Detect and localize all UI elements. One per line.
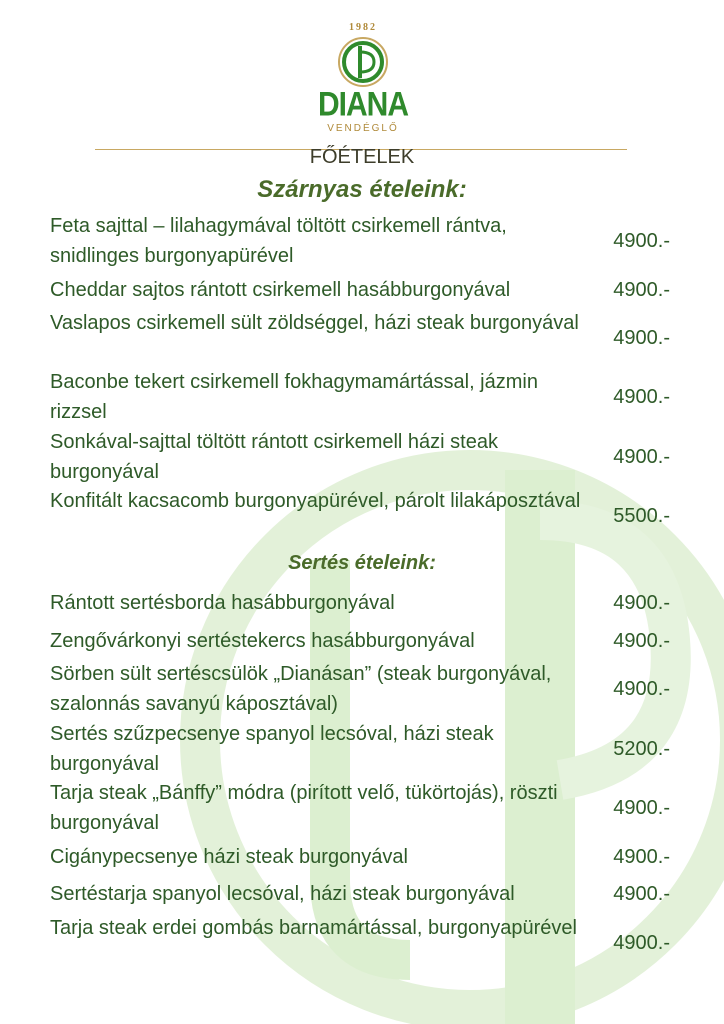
menu-item (50, 588, 670, 618)
menu-item-name: Cigánypecsenye házi steak burgonyával (50, 846, 408, 868)
menu-item-name: Feta sajttal – lilahagymával töltött csirkemell rántva, snidlinges burgonyapürével (50, 215, 507, 267)
section-title: FŐÉTELEK (309, 146, 415, 168)
diana-logo (316, 22, 410, 140)
menu-item (50, 275, 670, 305)
menu-item (50, 719, 670, 779)
menu-item-price: 4900.- (613, 846, 670, 868)
menu-item-price: 4900.- (613, 630, 670, 652)
menu-item-name: Baconbe tekert csirkemell fokhagymamártással, jázmin rizzsel (50, 371, 538, 423)
menu-item (50, 486, 670, 546)
menu-item (50, 626, 670, 656)
menu-item-name: Sörben sült sertéscsülök „Dianásan” (steak burgonyával, szalonnás savanyú káposztával) (50, 663, 552, 715)
menu-item-name: Tarja steak erdei gombás barnamártással, burgonyapürével (50, 917, 577, 939)
menu-item-price: 4900.- (613, 446, 670, 468)
menu-item (50, 308, 670, 368)
menu-item-name: Konfitált kacsacomb burgonyapürével, párolt lilakáposztával (50, 490, 581, 512)
menu-item-price: 4900.- (613, 327, 670, 349)
menu-item-price: 4900.- (613, 932, 670, 954)
logo-name: DIANA (318, 85, 408, 124)
menu-item (50, 367, 670, 427)
menu-item-price: 4900.- (613, 230, 670, 252)
menu-item (50, 842, 670, 872)
menu-item-name: Sertés szűzpecsenye spanyol lecsóval, házi steak burgonyával (50, 723, 494, 775)
menu-item (50, 427, 670, 487)
menu-item-price: 4900.- (613, 386, 670, 408)
menu-item (50, 659, 670, 719)
logo-year: 1982 (349, 22, 377, 33)
menu-item-price: 4900.- (613, 678, 670, 700)
menu-item-name: Rántott sertésborda hasábburgonyával (50, 592, 395, 614)
menu-item-price: 4900.- (613, 797, 670, 819)
category-title-pork: Sertés ételeink: (288, 552, 436, 574)
menu-item (50, 879, 670, 909)
menu-item-name: Sonkával-sajttal töltött rántott csirkemell házi steak burgonyával (50, 431, 498, 483)
menu-item-name: Zengővárkonyi sertéstekercs hasábburgonyával (50, 630, 475, 652)
menu-item-price: 4900.- (613, 883, 670, 905)
menu-item-price: 5500.- (613, 505, 670, 527)
menu-item (50, 211, 670, 271)
menu-item-name: Vaslapos csirkemell sült zöldséggel, házi steak burgonyával (50, 312, 579, 334)
menu-item-name: Cheddar sajtos rántott csirkemell hasábburgonyával (50, 279, 511, 301)
menu-item-price: 5200.- (613, 738, 670, 760)
logo-subtitle: VENDÉGLŐ (327, 123, 399, 134)
menu-item-price: 4900.- (613, 279, 670, 301)
menu-item-price: 4900.- (613, 592, 670, 614)
menu-item (50, 913, 670, 973)
menu-item-name: Tarja steak „Bánffy” módra (pirított velő, tükörtojás), röszti burgonyával (50, 782, 558, 834)
menu-item (50, 778, 670, 838)
category-title-poultry: Szárnyas ételeink: (257, 176, 467, 203)
menu-item-name: Sertéstarja spanyol lecsóval, házi steak burgonyával (50, 883, 515, 905)
